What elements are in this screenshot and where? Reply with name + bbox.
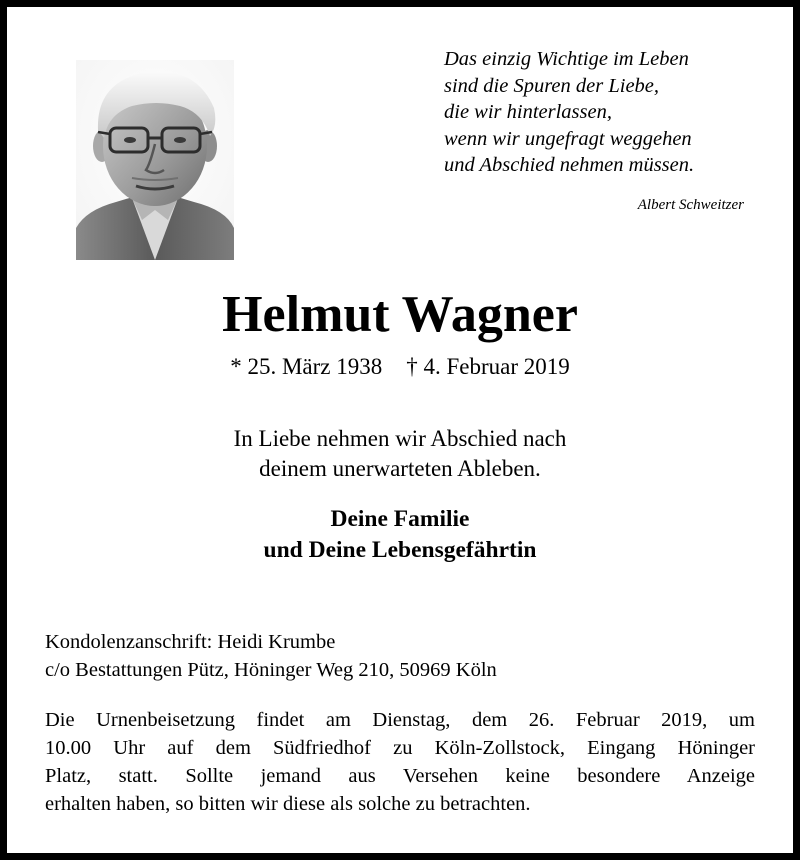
birth-date: * 25. März 1938 (230, 354, 383, 379)
deceased-name: Helmut Wagner (222, 286, 578, 343)
life-dates (0, 352, 800, 382)
portrait-photo (76, 60, 234, 260)
death-date: † 4. Februar 2019 (406, 354, 570, 379)
condolence-line: Kondolenzanschrift: Heidi Krumbe (45, 631, 336, 653)
epigraph-quote (444, 46, 744, 179)
burial-line: Die Urnenbeisetzung findet am Dienstag, dem 26. Februar 2019, um (45, 709, 755, 731)
burial-notice (45, 706, 755, 818)
message-line: In Liebe nehmen wir Abschied nach (233, 426, 567, 451)
quote-author: Albert Schweitzer (637, 197, 744, 213)
burial-line: 10.00 Uhr auf dem Südfriedhof zu Köln-Zollstock, Eingang Höninger (45, 737, 755, 759)
quote-line: und Abschied nehmen müssen. (444, 154, 695, 176)
signer-line: und Deine Lebensgefährtin (263, 537, 537, 563)
burial-line: erhalten haben, so bitten wir diese als solche zu betrachten. (45, 793, 531, 815)
condolence-address (45, 628, 497, 684)
quote-line: die wir hinterlassen, (444, 101, 612, 123)
farewell-message (0, 424, 800, 484)
condolence-line: c/o Bestattungen Pütz, Höninger Weg 210, 50969 Köln (45, 659, 497, 681)
mourners-signature (0, 504, 800, 566)
quote-line: Das einzig Wichtige im Leben (444, 48, 689, 70)
quote-line: wenn wir ungefragt weggehen (444, 127, 692, 150)
quote-line: sind die Spuren der Liebe, (444, 74, 660, 97)
message-line: deinem unerwarteten Ableben. (259, 456, 541, 481)
signer-line: Deine Familie (330, 506, 470, 532)
burial-line: Platz, statt. Sollte jemand aus Versehen keine besondere Anzeige (45, 765, 755, 787)
